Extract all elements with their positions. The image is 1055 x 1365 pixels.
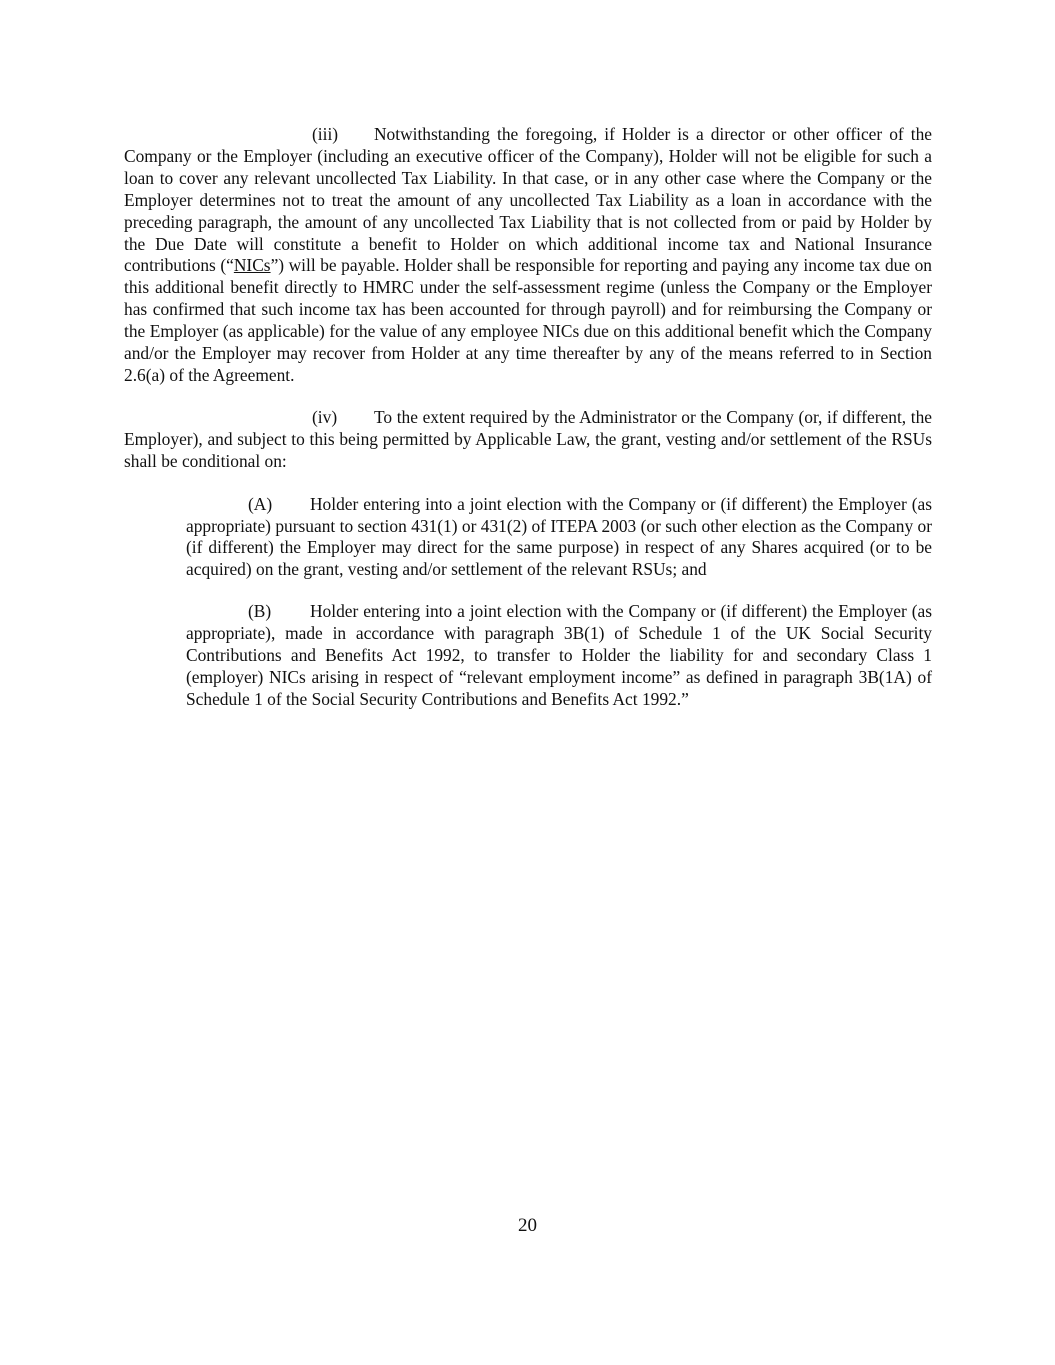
paragraph-iv xyxy=(124,407,932,473)
page-number: 20 xyxy=(518,1215,537,1236)
paragraph-a xyxy=(186,494,932,582)
paragraph-iii-text-before: Notwithstanding the foregoing, if Holder is a director or other officer of the Company or the Employer (including an executive officer of the Company), Holder will not be eligible for such a loan to cover any relevant uncollected Tax Liability. In that case, or in any other case where the Company or the Employer determines not to treat the amount of any uncollected Tax Liability as a loan in accordance with the preceding paragraph, the amount of any uncollected Tax Liability that is not collected from or paid by Holder by the Due Date will constitute a benefit to Holder on which additional income tax and National Insurance contributions (“ xyxy=(124,124,932,276)
paragraph-b-text: Holder entering into a joint election with the Company or (if different) the Employer (as appropriate), made in accordance with paragraph 3B(1) of Schedule 1 of the UK Social Security Contributions and Benefits Act 1992, to transfer to Holder the liability for and secondary Class 1 (employer) NICs arising in respect of “relevant employment income” as defined in paragraph 3B(1A) of Schedule 1 of the Social Security Contributions and Benefits Act 1992.” xyxy=(186,601,932,709)
paragraph-iii xyxy=(124,124,932,387)
paragraph-b-label: (B) xyxy=(248,601,272,622)
paragraph-b xyxy=(186,601,932,711)
paragraph-a-label: (A) xyxy=(248,493,273,514)
paragraph-iii-text-after: ”) will be payable. Holder shall be responsible for reporting and paying any income tax due on this additional benefit directly to HMRC under the self-assessment regime (unless the Company or the Employer has confirmed that such income tax has been accounted for through payroll) and for reimbursing the Company or the Employer (as applicable) for the value of any employee NICs due on this additional benefit which the Company and/or the Employer may recover from Holder at any time thereafter by any of the means referred to in Section 2.6(a) of the Agreement. xyxy=(124,255,932,385)
paragraph-a-text: Holder entering into a joint election with the Company or (if different) the Employer (as appropriate) pursuant to section 431(1) or 431(2) of ITEPA 2003 (or such other election as the Company or (if different) the Employer may direct for the same purpose) in respect of any Shares acquired (or to be acquired) on the grant, vesting and/or settlement of the relevant RSUs; and xyxy=(186,493,932,580)
document-body xyxy=(124,124,932,711)
paragraph-iv-label: (iv) xyxy=(312,406,338,427)
paragraph-iii-label: (iii) xyxy=(312,124,339,144)
paragraph-iv-text: To the extent required by the Administrator or the Company (or, if different, the Employer), and subject to this being permitted by Applicable Law, the grant, vesting and/or settlement of the RSUs shall be conditional on: xyxy=(124,406,932,471)
defined-term-nics: NICs xyxy=(233,255,271,276)
